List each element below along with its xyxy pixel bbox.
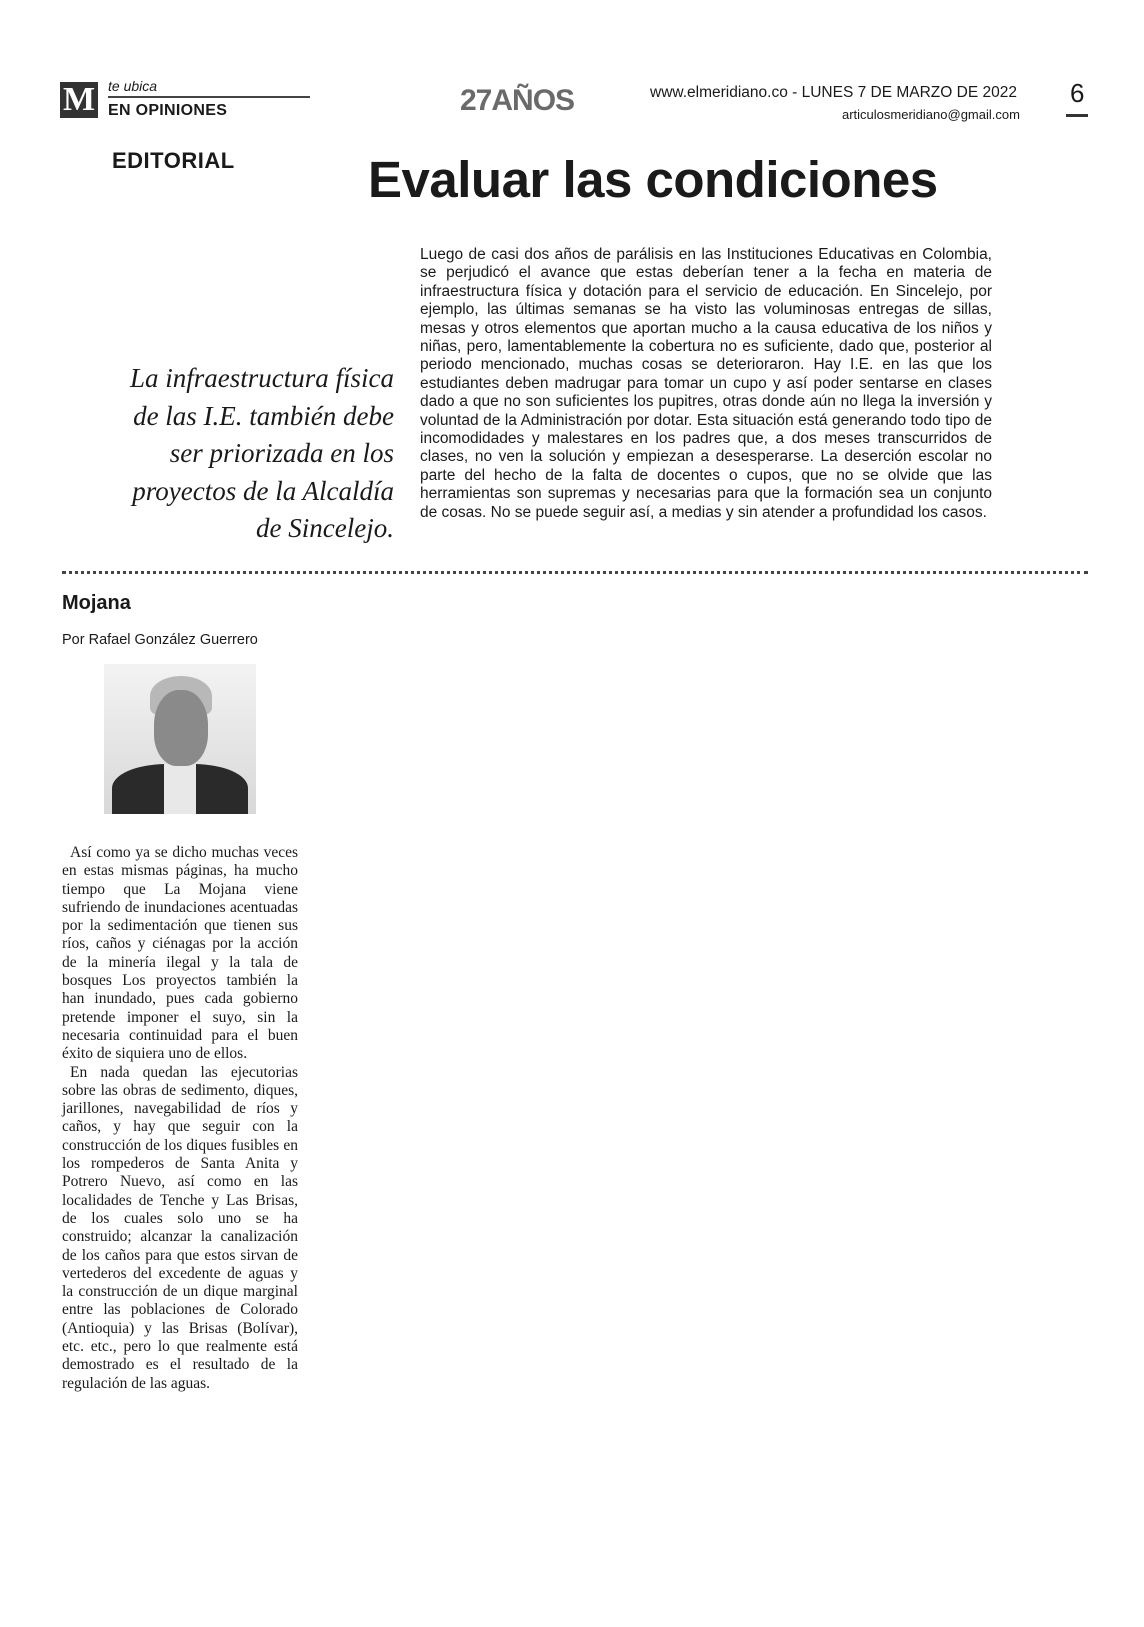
page-number: 6 — [1070, 78, 1085, 108]
anniversary-logo: 27AÑOS — [460, 84, 575, 117]
page-number-rule — [1066, 114, 1088, 117]
mojana-title: Mojana — [62, 592, 131, 614]
editorial-kicker: EDITORIAL — [112, 148, 235, 173]
section-divider — [62, 571, 1088, 574]
paragraph: En nada quedan las ejecutorias sobre las obras de sedimento, diques, jarillones, navegabilidad de ríos y caños, y hay que seguir con la construcción de los diques fusibles en los rompederos de Santa Anita y Potrero Nuevo, así como en las localidades de Tenche y Las Brisas, de los cuales solo uno se ha construido; alcanzar la canalización de los caños para que estos sirvan de vertederos del excedente de aguas y la construcción de un dique marginal entre las poblaciones de Colorado (Antioquia) y las Brisas (Bolívar), etc. etc., pero lo que realmente está demostrado es el resultado de la regulación de las aguas. — [62, 1063, 298, 1392]
meridiano-logo: M — [60, 82, 98, 118]
editorial-headline: Evaluar las condiciones — [368, 151, 938, 208]
section-name: EN OPINIONES — [108, 102, 228, 119]
site-and-date: www.elmeridiano.co - LUNES 7 DE MARZO DE 2022 — [650, 84, 1017, 101]
header-tagline: te ubica — [108, 78, 158, 94]
header-rule — [108, 96, 310, 98]
editorial-body: Luego de casi dos años de parálisis en las Instituciones Educativas en Colombia, se perjudicó el avance que estas deberían tener a la fecha en materia de infraestructura física y dotación para el servicio de educación. En Sincelejo, por ejemplo, las últimas semanas se ha visto las voluminosas entregas de sillas, mesas y otros elementos que aportan mucho a la causa educativa de los niños y niñas, pero, lamentablemente la cobertura no es suficiente, dado que, posterior al periodo mencionado, muchas cosas se deterioraron. Hay I.E. en las que los estudiantes deben madrugar para tomar un cupo y así poder sentarse en clases dado a que no son suficientes los pupitres, otras donde aún no llega la inversión y voluntad de la Administración por dotar. Esta situación está generando todo tipo de incomodidades y malestares en los padres que, a dos meses transcurridos de clases, no ven la solución y empiezan a desesperarse. La deserción escolar no parte del hecho de la falta de docentes o cupos, que no se olvide que las herramientas son supremas y necesarias para que la formación sea un conjunto de cosas. No se puede seguir así, a medias y sin atender a profundidad los casos. — [420, 246, 992, 521]
paragraph: Así como ya se dicho muchas veces en estas mismas páginas, ha mucho tiempo que La Mojana viene sufriendo de inundaciones acentuadas por la sedimentación que tienen sus ríos, caños y ciénagas por la acción de la minería ilegal y la tala de bosques Los proyectos también la han inundado, pues cada gobierno pretende imponer el suyo, sin la necesaria continuidad para el buen éxito de siquiera uno de ellos. — [62, 844, 298, 1063]
mojana-text-col1 — [62, 844, 298, 1393]
author-photo-gonzalez — [104, 664, 256, 814]
contact-email: articulosmeridiano@gmail.com — [842, 107, 1020, 122]
mojana-byline: Por Rafael González Guerrero — [62, 632, 258, 648]
editorial-pull-quote: La infraestructura física de las I.E. también debe ser priorizada en los proyectos de la Alcaldía de Sincelejo. — [129, 363, 394, 543]
